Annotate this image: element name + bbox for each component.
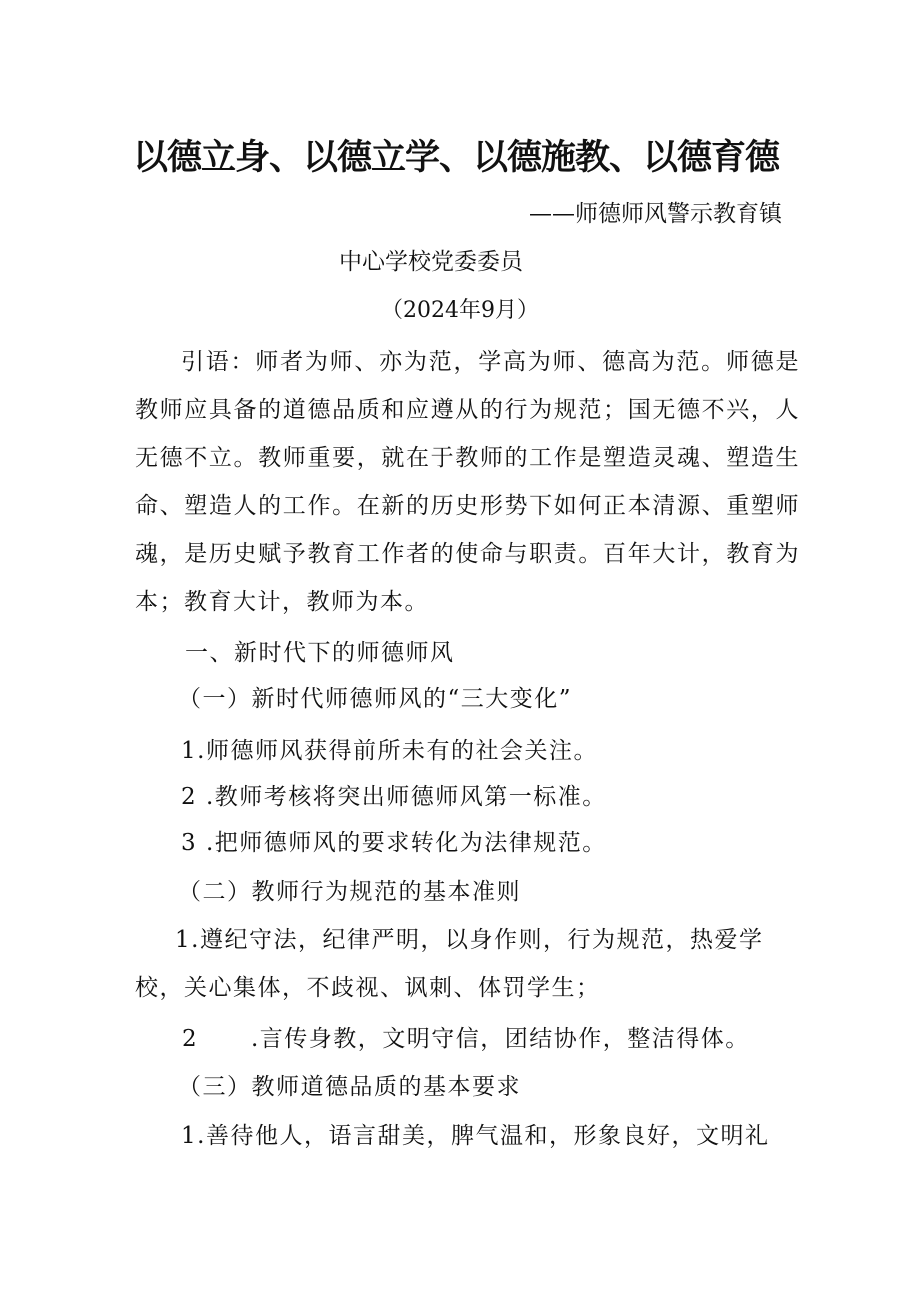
- document-subtitle: ——师德师风警示教育镇: [529, 201, 782, 227]
- list-item-1-1: 1.师德师风获得前所未有的社会关注。: [181, 738, 598, 764]
- list-item-1-3: 3 .把师德师风的要求转化为法律规范。: [181, 830, 607, 856]
- list-item-1-2: 2 .教师考核将突出师德师风第一标准。: [181, 784, 607, 810]
- intro-paragraph: 引语：师者为师、亦为范，学高为师、德高为范。师德是教师应具备的道德品质和应遵从的行为规范；国无德不兴，人无德不立。教师重要，就在于教师的工作是塑造灵魂、塑造生命、塑造人的工作。在新的历史形势下如何正本清源、重塑师魂，是历史赋予教育工作者的使命与职责。百年大计，教育为本；教育大计，教师为本。: [135, 349, 800, 615]
- subsection-heading-1: （一）新时代师德师风的“三大变化”: [178, 686, 573, 712]
- subsection-heading-3: （三）教师道德品质的基本要求: [178, 1074, 521, 1100]
- section-heading-1: 一、新时代下的师德师风: [185, 640, 455, 666]
- document-title: 以德立身、以德立学、以德施教、以德育德: [133, 138, 780, 178]
- subsection-heading-2: （二）教师行为规范的基本准则: [178, 879, 521, 905]
- document-date: （2024年9月）: [381, 298, 539, 323]
- document-author: 中心学校党委委员: [339, 249, 523, 275]
- list-item-3-1: 1.善待他人，语言甜美，脾气温和，形象良好，文明礼: [181, 1123, 770, 1149]
- list-item-2-1: 1.遵纪守法，纪律严明，以身作则，行为规范，热爱学校，关心集体，不歧视、讽刺、体罚学生；: [135, 927, 764, 1001]
- list-item-2-2: 2 .言传身教，文明守信，团结协作，整洁得体。: [182, 1026, 750, 1052]
